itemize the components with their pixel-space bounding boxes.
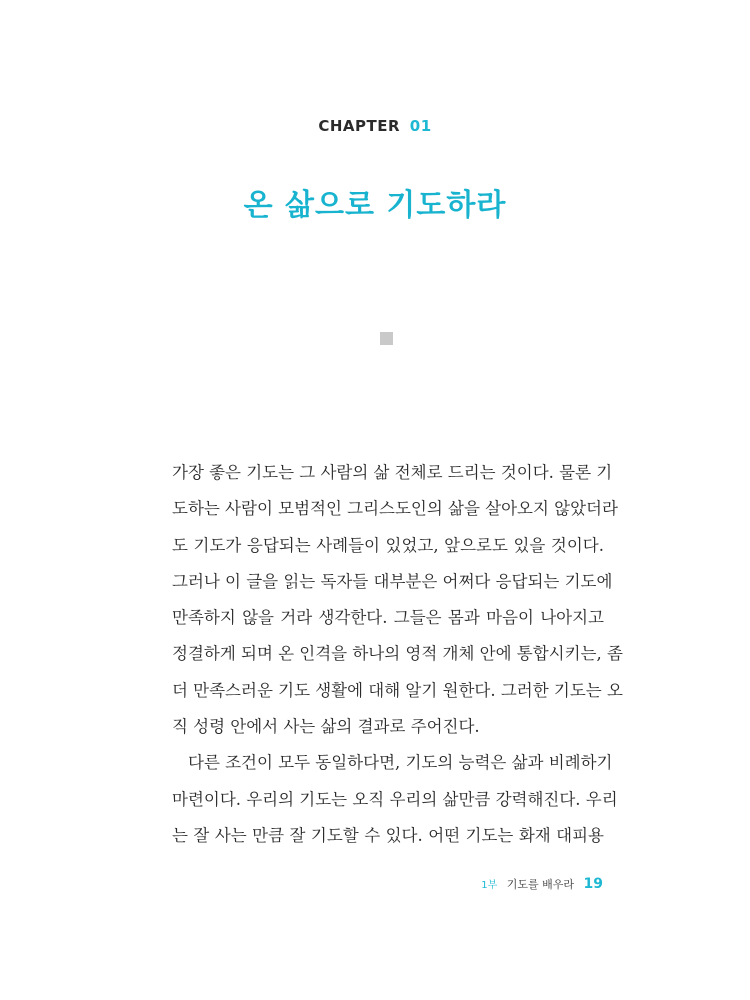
body-line: 직 성령 안에서 사는 삶의 결과로 주어진다. [172, 717, 480, 737]
page-number: 19 [583, 876, 603, 892]
body-line: 도하는 사람이 모범적인 그리스도인의 삶을 살아오지 않았더라 [172, 499, 618, 519]
footer-section-title: 기도를 배우라 [506, 878, 575, 891]
body-line: 다른 조건이 모두 동일하다면, 기도의 능력은 삶과 비례하기 [188, 753, 613, 773]
body-line: 더 만족스러운 기도 생활에 대해 알기 원한다. 그러한 기도는 오 [172, 680, 623, 700]
body-line: 는 잘 사는 만큼 잘 기도할 수 있다. 어떤 기도는 화재 대피용 [172, 825, 604, 845]
body-line: 만족하지 않을 거라 생각한다. 그들은 몸과 마음이 나아지고 [172, 608, 604, 628]
chapter-word: CHAPTER [318, 117, 401, 135]
chapter-title: 온 삶으로 기도하라 [243, 188, 507, 223]
footer-part-label: 1부 [481, 880, 498, 891]
body-line: 가장 좋은 기도는 그 사람의 삶 전체로 드리는 것이다. 물론 기 [172, 463, 613, 482]
divider-square-icon [380, 332, 393, 345]
body-line: 그러나 이 글을 읽는 독자들 대부분은 어쩌다 응답되는 기도에 [172, 571, 613, 591]
body-line: 마련이다. 우리의 기도는 오직 우리의 삶만큼 강력해진다. 우리 [172, 789, 618, 809]
chapter-label [0, 117, 750, 135]
page-footer [420, 876, 603, 892]
body-text [172, 455, 623, 854]
chapter-number: 01 [409, 117, 432, 135]
body-line: 정결하게 되며 온 인격을 하나의 영적 개체 안에 통합시키는, 좀 [172, 644, 623, 664]
body-line: 도 기도가 응답되는 사례들이 있었고, 앞으로도 있을 것이다. [172, 535, 604, 555]
